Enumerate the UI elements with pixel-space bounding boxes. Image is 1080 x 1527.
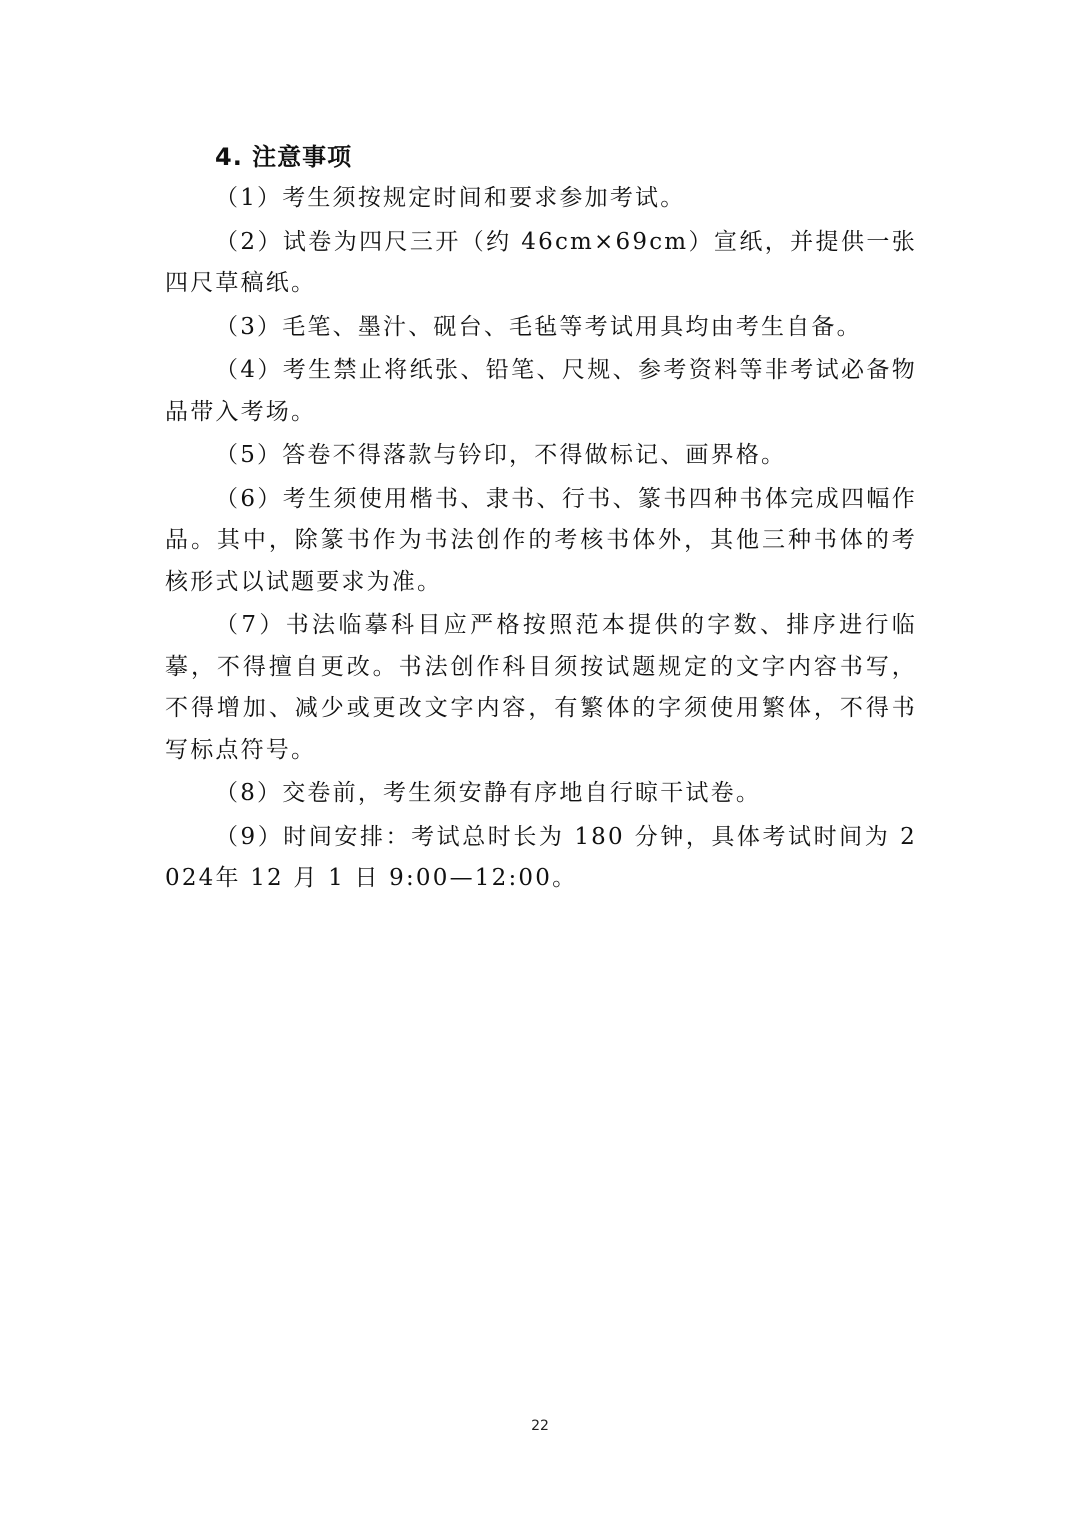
notice-item-1: （1）考生须按规定时间和要求参加考试。	[215, 185, 686, 211]
page-number: 22	[531, 1418, 549, 1434]
notice-item-7: （7）书法临摹科目应严格按照范本提供的字数、排序进行临摹，不得擅自更改。书法创作科目须按试题规定的文字内容书写，不得增加、减少或更改文字内容，有繁体的字须使用繁体，不得书写标点符号。	[165, 612, 917, 763]
notice-item-3: （3）毛笔、墨汁、砚台、毛毡等考试用具均由考生自备。	[215, 313, 862, 340]
notice-item-2: （2）试卷为四尺三开（约 46cm×69cm）宣纸，并提供一张四尺草稿纸。	[165, 228, 917, 296]
page-body	[165, 138, 917, 900]
notice-item-5: （5）答卷不得落款与钤印，不得做标记、画界格。	[215, 442, 787, 468]
notice-item-8: （8）交卷前，考生须安静有序地自行晾干试卷。	[215, 780, 762, 806]
notice-item-9: （9）时间安排：考试总时长为 180 分钟，具体考试时间为 2024年 12 月 1 日 9:00—12:00。	[165, 823, 917, 891]
section-heading: 4. 注意事项	[215, 143, 353, 171]
notice-item-4: （4）考生禁止将纸张、铅笔、尺规、参考资料等非考试必备物品带入考场。	[165, 357, 917, 425]
notice-item-6: （6）考生须使用楷书、隶书、行书、篆书四种书体完成四幅作品。其中，除篆书作为书法创作的考核书体外，其他三种书体的考核形式以试题要求为准。	[165, 485, 917, 595]
